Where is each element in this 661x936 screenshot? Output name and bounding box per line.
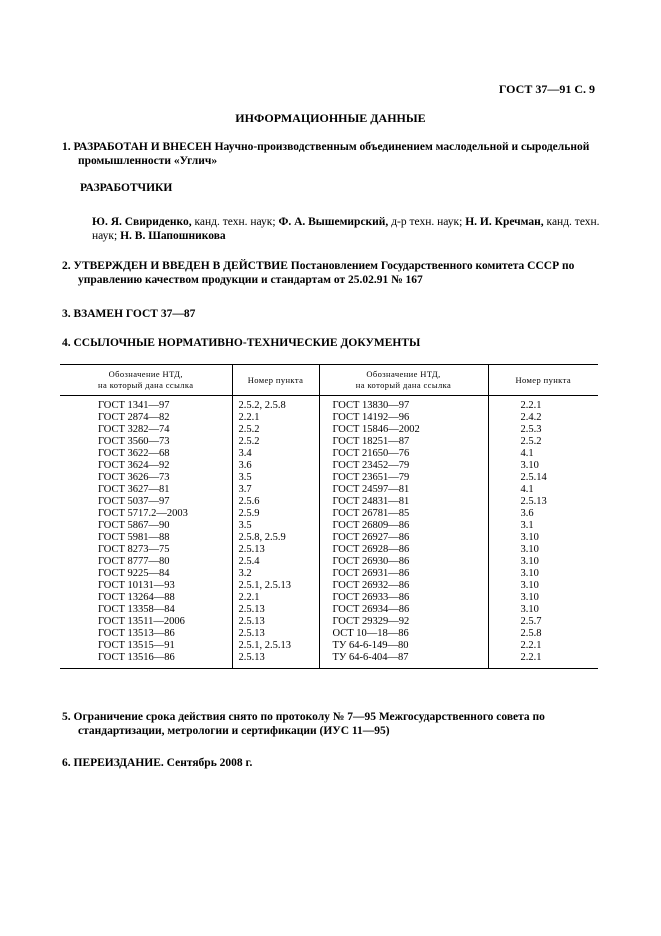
clause-cell: 2.5.13 xyxy=(232,544,319,556)
ntd-cell: ГОСТ 26930—86 xyxy=(319,556,488,568)
ntd-cell: ГОСТ 13511—2006 xyxy=(98,616,185,627)
ntd-cell: ГОСТ 15846—2002 xyxy=(319,424,488,436)
clause-cell: 2.5.2 xyxy=(232,436,319,448)
ntd-cell: ГОСТ 3282—74 xyxy=(98,424,170,435)
clause-cell: 2.5.8 xyxy=(488,628,598,640)
ntd-cell: ГОСТ 23651—79 xyxy=(319,472,488,484)
ntd-cell: ГОСТ 3626—73 xyxy=(98,472,170,483)
col-header-ntd: Обозначение НТД, на который дана ссылка xyxy=(319,365,488,396)
clause-cell: 3.10 xyxy=(488,604,598,616)
table-row xyxy=(60,484,598,496)
clause-cell: 3.6 xyxy=(488,508,598,520)
table-row xyxy=(60,424,598,436)
table-row xyxy=(60,396,598,413)
table-row xyxy=(60,580,598,592)
ntd-cell: ГОСТ 5867—90 xyxy=(98,520,170,531)
section-title: ИНФОРМАЦИОННЫЕ ДАННЫЕ xyxy=(235,111,426,125)
ntd-cell: ГОСТ 21650—76 xyxy=(319,448,488,460)
table-row xyxy=(60,640,598,652)
item-5-limitation: 5. Ограничение срока действия снято по протоколу № 7—95 Межгосударственного совета по стандартизации, метрологии и сертификации (ИУС 11—95) xyxy=(62,711,545,737)
table-row xyxy=(60,436,598,448)
clause-cell: 3.1 xyxy=(488,520,598,532)
clause-cell: 3.4 xyxy=(232,448,319,460)
ntd-cell: ГОСТ 23452—79 xyxy=(319,460,488,472)
clause-cell: 2.5.2, 2.5.8 xyxy=(232,396,319,413)
table-row xyxy=(60,412,598,424)
ntd-cell: ГОСТ 26781—85 xyxy=(319,508,488,520)
clause-cell: 2.5.13 xyxy=(232,652,319,669)
table-header-row xyxy=(60,365,598,396)
ntd-cell: ГОСТ 8273—75 xyxy=(98,544,170,555)
clause-cell: 3.10 xyxy=(488,592,598,604)
ntd-cell: ГОСТ 2874—82 xyxy=(98,412,170,423)
clause-cell: 2.5.1, 2.5.13 xyxy=(232,640,319,652)
ntd-cell: ГОСТ 9225—84 xyxy=(98,568,170,579)
developer-degree: канд. техн. наук; xyxy=(191,216,276,228)
clause-cell: 3.2 xyxy=(232,568,319,580)
ntd-cell: ГОСТ 5717.2—2003 xyxy=(98,508,188,519)
table-row xyxy=(60,460,598,472)
clause-cell: 4.1 xyxy=(488,448,598,460)
clause-cell: 3.5 xyxy=(232,472,319,484)
developers-heading: РАЗРАБОТЧИКИ xyxy=(80,182,173,194)
ntd-cell: ГОСТ 1341—97 xyxy=(98,400,170,411)
ntd-cell: ТУ 64-6-149—80 xyxy=(319,640,488,652)
item-4-references-heading: 4. ССЫЛОЧНЫЕ НОРМАТИВНО-ТЕХНИЧЕСКИЕ ДОКУМЕНТЫ xyxy=(62,337,421,349)
developer-degree: канд. техн. наук; xyxy=(92,216,600,242)
ntd-cell: ГОСТ 10131—93 xyxy=(98,580,175,591)
clause-cell: 2.5.2 xyxy=(232,424,319,436)
item-6-reissue: 6. ПЕРЕИЗДАНИЕ. Сентябрь 2008 г. xyxy=(62,757,253,769)
clause-cell: 3.10 xyxy=(488,532,598,544)
clause-cell: 2.5.13 xyxy=(232,604,319,616)
ntd-cell: ТУ 64-6-404—87 xyxy=(319,652,488,669)
clause-cell: 2.5.13 xyxy=(232,616,319,628)
clause-cell: 2.5.4 xyxy=(232,556,319,568)
ntd-cell: ГОСТ 26934—86 xyxy=(319,604,488,616)
clause-cell: 2.5.1, 2.5.13 xyxy=(232,580,319,592)
ntd-cell: ГОСТ 13516—86 xyxy=(60,652,232,669)
developer-degree: д-р техн. наук; xyxy=(388,216,463,228)
clause-cell: 2.2.1 xyxy=(232,592,319,604)
table-row xyxy=(60,604,598,616)
ntd-cell: ГОСТ 14192—96 xyxy=(319,412,488,424)
ntd-cell: ГОСТ 29329—92 xyxy=(319,616,488,628)
ntd-cell: ГОСТ 26809—86 xyxy=(319,520,488,532)
ntd-cell: ГОСТ 26933—86 xyxy=(319,592,488,604)
developers-list xyxy=(92,215,600,243)
ntd-cell: ГОСТ 5037—97 xyxy=(98,496,170,507)
item-1-developed-by: 1. РАЗРАБОТАН И ВНЕСЕН Научно-производственным объединением маслодельной и сыродельной промышленности «Углич» xyxy=(62,141,590,167)
clause-cell: 2.5.8, 2.5.9 xyxy=(232,532,319,544)
ntd-cell: ГОСТ 26928—86 xyxy=(319,544,488,556)
table-row xyxy=(60,616,598,628)
clause-cell: 3.10 xyxy=(488,556,598,568)
clause-cell: 2.5.14 xyxy=(488,472,598,484)
ntd-cell: ГОСТ 13515—91 xyxy=(98,640,175,651)
ntd-cell: ГОСТ 13513—86 xyxy=(98,628,175,639)
clause-cell: 3.10 xyxy=(488,568,598,580)
ntd-cell: ГОСТ 24597—81 xyxy=(319,484,488,496)
table-row xyxy=(60,448,598,460)
clause-cell: 2.5.2 xyxy=(488,436,598,448)
ntd-cell: ГОСТ 26932—86 xyxy=(319,580,488,592)
clause-cell: 2.2.1 xyxy=(488,652,598,669)
clause-cell: 3.10 xyxy=(488,460,598,472)
clause-cell: 2.5.9 xyxy=(232,508,319,520)
clause-cell: 3.5 xyxy=(232,520,319,532)
clause-cell: 2.5.13 xyxy=(488,496,598,508)
ntd-cell: ГОСТ 3560—73 xyxy=(98,436,170,447)
table-row xyxy=(60,496,598,508)
developer-name: Н. И. Кречман, xyxy=(462,216,544,228)
clause-cell: 2.5.13 xyxy=(232,628,319,640)
ntd-cell: ГОСТ 3627—81 xyxy=(98,484,170,495)
page-header: ГОСТ 37—91 С. 9 xyxy=(498,82,595,96)
col-header-ntd: Обозначение НТД, на который дана ссылка xyxy=(60,365,232,396)
clause-cell: 3.7 xyxy=(232,484,319,496)
clause-cell: 2.4.2 xyxy=(488,412,598,424)
table-row xyxy=(60,628,598,640)
clause-cell: 2.2.1 xyxy=(488,640,598,652)
developer-name: Н. В. Шапошникова xyxy=(117,230,226,242)
ntd-cell: ГОСТ 3622—68 xyxy=(98,448,170,459)
clause-cell: 3.6 xyxy=(232,460,319,472)
clause-cell: 2.5.6 xyxy=(232,496,319,508)
ntd-cell: ГОСТ 26931—86 xyxy=(319,568,488,580)
table-row xyxy=(60,544,598,556)
ntd-cell: ГОСТ 26927—86 xyxy=(319,532,488,544)
ntd-cell: ГОСТ 18251—87 xyxy=(319,436,488,448)
table-row xyxy=(60,652,598,669)
ntd-cell: ГОСТ 3624—92 xyxy=(98,460,170,471)
table-row xyxy=(60,508,598,520)
table-row xyxy=(60,532,598,544)
ntd-cell: ГОСТ 24831—81 xyxy=(319,496,488,508)
clause-cell: 3.10 xyxy=(488,544,598,556)
ntd-cell: ГОСТ 5981—88 xyxy=(98,532,170,543)
table-row xyxy=(60,556,598,568)
col-header-clause: Номер пункта xyxy=(232,365,319,396)
table-row xyxy=(60,520,598,532)
clause-cell: 2.2.1 xyxy=(488,396,598,413)
developer-name: Ю. Я. Свириденко, xyxy=(92,216,192,228)
ntd-cell: ГОСТ 13264—88 xyxy=(98,592,175,603)
ntd-cell: ГОСТ 13830—97 xyxy=(319,396,488,413)
ntd-cell: ГОСТ 8777—80 xyxy=(98,556,170,567)
references-table xyxy=(60,364,598,669)
table-row xyxy=(60,592,598,604)
ntd-cell: ГОСТ 13358—84 xyxy=(98,604,175,615)
clause-cell: 2.5.3 xyxy=(488,424,598,436)
clause-cell: 2.5.7 xyxy=(488,616,598,628)
item-2-approved: 2. УТВЕРЖДЕН И ВВЕДЕН В ДЕЙСТВИЕ Постановлением Государственного комитета СССР по управлению качеством продукции и стандартам от 25.02.91 № 167 xyxy=(62,260,575,286)
clause-cell: 2.2.1 xyxy=(232,412,319,424)
clause-cell: 3.10 xyxy=(488,580,598,592)
clause-cell: 4.1 xyxy=(488,484,598,496)
item-3-replaces: 3. ВЗАМЕН ГОСТ 37—87 xyxy=(62,308,196,320)
col-header-clause: Номер пункта xyxy=(488,365,598,396)
ntd-cell: ОСТ 10—18—86 xyxy=(319,628,488,640)
table-row xyxy=(60,568,598,580)
table-row xyxy=(60,472,598,484)
developer-name: Ф. А. Вышемирский, xyxy=(275,216,389,228)
